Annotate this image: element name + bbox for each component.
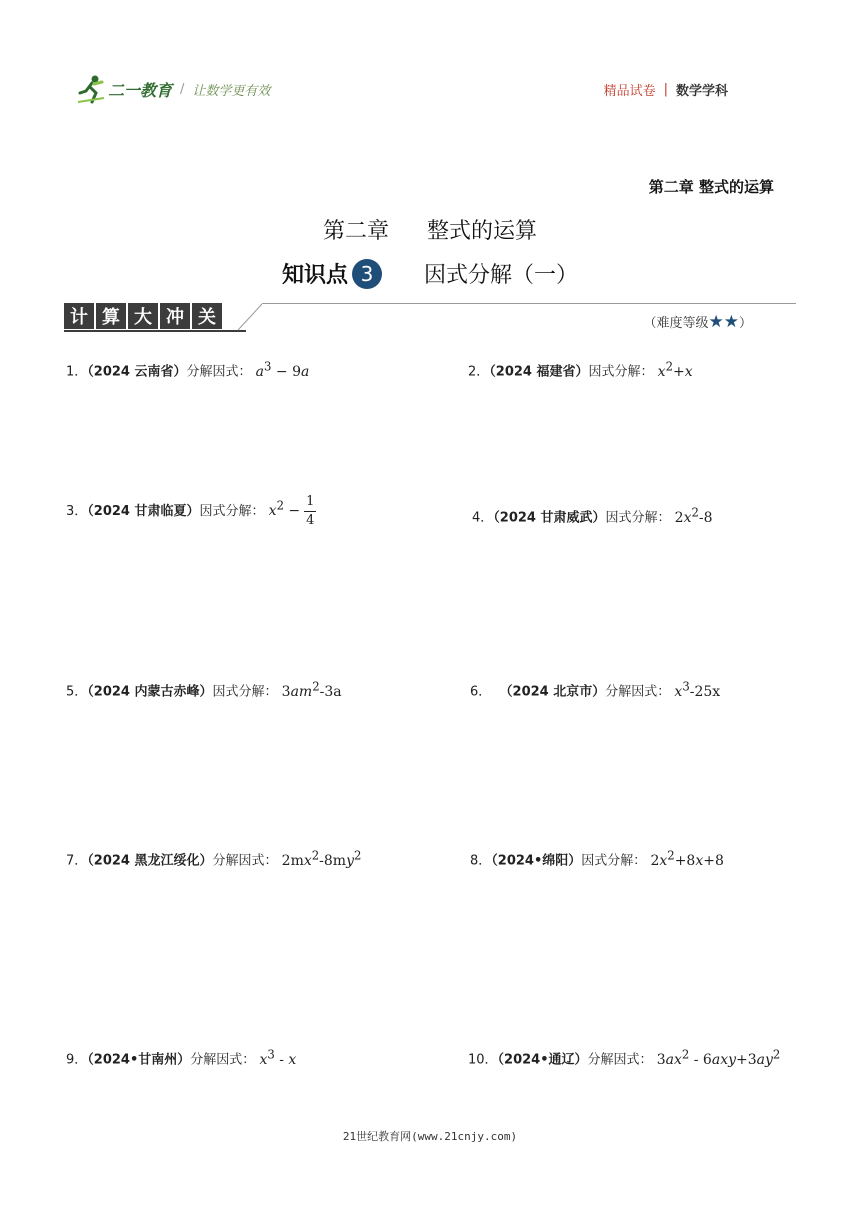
- footer-website: 21世纪教育网(www.21cnjy.com): [342, 1130, 518, 1143]
- banner-slash-icon: [238, 303, 262, 331]
- star-icon: ★★: [708, 312, 739, 332]
- knowledge-point-label: 知识点: [281, 263, 348, 288]
- section-banner: [64, 303, 224, 331]
- difficulty-label: （难度等级: [643, 316, 709, 331]
- question-10-expression: $3ax^2 - 6axy+3ay^2$: [656, 1047, 781, 1068]
- question-5: 5．（2024 内蒙古赤峰）因式分解： $3am^2-3a$: [66, 679, 342, 700]
- question-9-expression: $x^3$ - x: [259, 1047, 297, 1068]
- knowledge-point-number: 3: [352, 259, 382, 289]
- question-2-expression: $x^2+x$: [657, 359, 693, 380]
- logo-slogan: 让数学更有效: [192, 83, 271, 99]
- knowledge-point-name: 因式分解（一）: [424, 263, 579, 288]
- banner-char: 计: [64, 303, 94, 329]
- logo-name: 二一教育: [108, 80, 173, 100]
- banner-underline: [64, 330, 246, 332]
- banner-divider: [262, 303, 796, 304]
- banner-char: 关: [192, 303, 222, 329]
- question-4-expression: $2x^2-8$: [674, 505, 713, 526]
- badge-subject: 数学学科: [675, 84, 728, 99]
- runner-logo-icon: [78, 74, 106, 104]
- chapter-title: [0, 214, 860, 245]
- chapter-name: 整式的运算: [427, 219, 538, 244]
- question-8-expression: $2x^2+8x+8$: [650, 848, 724, 869]
- difficulty-close: ）: [738, 316, 752, 331]
- knowledge-point-title: [0, 258, 860, 289]
- question-4: 4．（2024 甘肃威武）因式分解： $2x^2-8$: [472, 505, 713, 526]
- question-2: 2．（2024 福建省）因式分解： $x^2+x$: [468, 359, 693, 380]
- chapter-header: 第二章 整式的运算: [648, 178, 774, 196]
- question-7-expression: $2mx^2-8my^2$: [281, 848, 362, 869]
- question-3: 3．（2024 甘肃临夏）因式分解： $x^2$ − $\frac{1}{4}$: [66, 494, 315, 528]
- question-1: 1．（2024 云南省）分解因式： $a^3 - 9a$: [66, 359, 310, 380]
- question-8: 8．（2024•绵阳）因式分解： $2x^2+8x+8$: [470, 848, 724, 869]
- chapter-number: 第二章: [322, 219, 389, 244]
- difficulty-rating: [643, 312, 752, 332]
- badge-separator: |: [663, 82, 668, 97]
- question-6: 6． （2024 北京市）分解因式： $x^3-25x$: [470, 679, 721, 700]
- question-5-expression: $3am^2-3a$: [281, 679, 342, 700]
- header-badges: [604, 80, 728, 99]
- question-6-expression: $x^3-25x$: [674, 679, 721, 700]
- banner-char: 算: [96, 303, 126, 329]
- question-9: 9．（2024•甘南州）分解因式： $x^3$ - x: [66, 1047, 297, 1068]
- banner-char: 冲: [160, 303, 190, 329]
- question-10: 10．（2024•通辽）分解因式： $3ax^2 - 6axy+3ay^2$: [468, 1047, 781, 1068]
- question-1-expression: $a^3 - 9a$: [255, 359, 310, 380]
- logo-separator: /: [180, 81, 185, 97]
- logo: [78, 72, 270, 106]
- banner-char: 大: [128, 303, 158, 329]
- badge-premium: 精品试卷: [603, 84, 656, 99]
- fraction-one-quarter: $\frac{1}{4}$: [306, 494, 315, 528]
- question-7: 7．（2024 黑龙江绥化）分解因式： $2mx^2-8my^2$: [66, 848, 362, 869]
- question-3-expression: $x^2$ −: [268, 498, 301, 519]
